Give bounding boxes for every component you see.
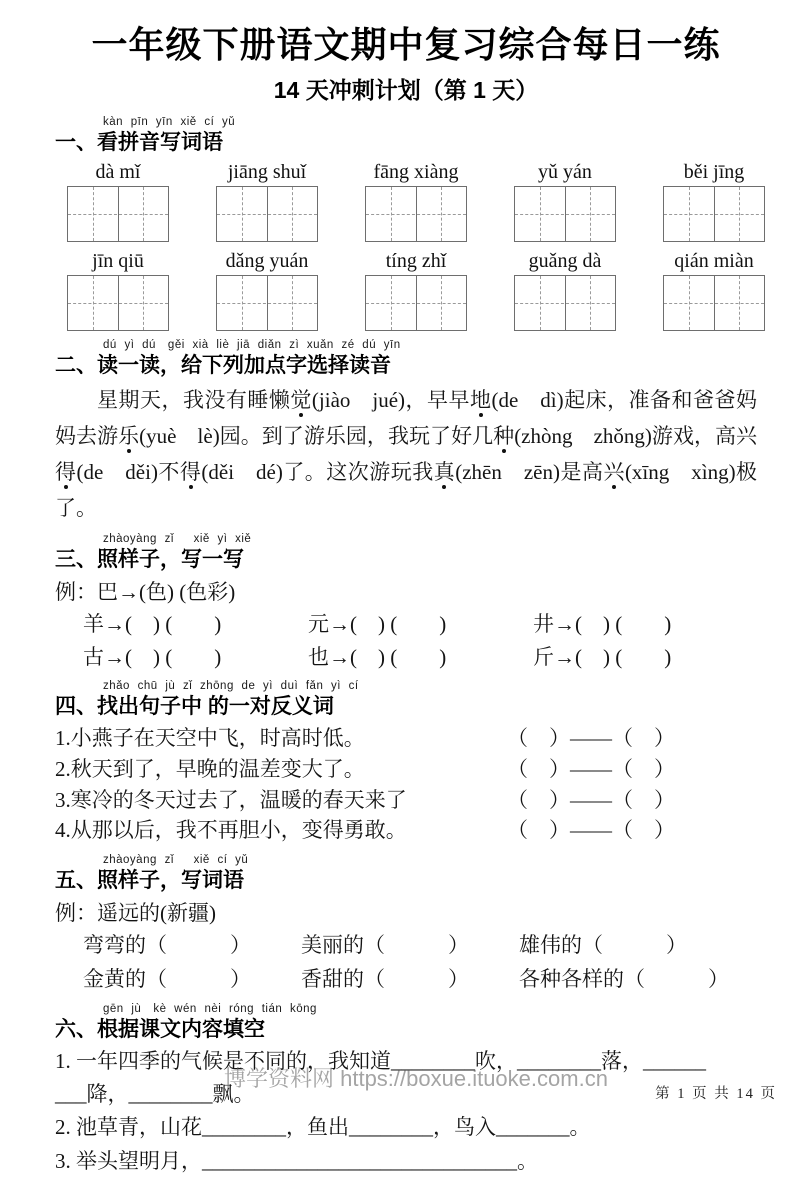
pinyin-grid-row-2: [67, 250, 765, 331]
dotted-char: 种: [493, 423, 515, 448]
word-group: [514, 250, 616, 331]
page-subtitle: 14 天冲刺计划（第 1 天）: [273, 77, 539, 104]
passage-segment: (jiào jué)，早早: [311, 387, 470, 412]
word-extension-item: 古→( ) ( ): [83, 644, 222, 669]
word-group: [663, 250, 765, 331]
writing-grid: [216, 275, 318, 331]
passage-segment: 星期天，我没有睡懒: [97, 387, 291, 412]
section-5-example: 例：遥远的(新疆): [55, 901, 216, 926]
word-group: [216, 250, 318, 331]
pinyin-label: guǎng dà: [528, 250, 602, 273]
dotted-char: 得: [55, 459, 77, 484]
section-5: [55, 855, 757, 893]
section-3-heading: 三、照样子，写一写: [55, 547, 244, 571]
word-extension-item: 羊→( ) ( ): [83, 612, 222, 637]
dotted-char: 真: [433, 459, 456, 484]
phrase-blank-item: 美丽的（ ）: [301, 933, 469, 958]
word-extension-item: 斤→( ) ( ): [533, 644, 672, 669]
pinyin-label: yǔ yán: [538, 161, 592, 184]
watermark: 博学资料网 https://boxue.ituoke.com.cn: [224, 1066, 608, 1091]
word-group: [365, 161, 467, 242]
sentence: 3.寒冷的冬天过去了，温暖的春天来了: [55, 787, 407, 812]
section-4-pinyin: zhǎo chū jù zǐ zhōng de yì duì fǎn yì cí: [103, 680, 359, 693]
fill-blank-line: 2. 池草青，山花________，鱼出________，鸟入_______。: [55, 1115, 591, 1140]
writing-grid: [216, 186, 318, 242]
section-2-heading: 二、读一读，给下列加点字选择读音: [55, 353, 391, 377]
word-group: [67, 161, 169, 242]
pinyin-label: qián miàn: [674, 250, 754, 273]
answer-blank: （ ）——（ ）: [507, 756, 675, 781]
passage-segment: (de děi)不: [76, 459, 180, 484]
antonym-row: [55, 754, 757, 785]
pinyin-grid-row-1: [67, 161, 765, 242]
answer-blank: （ ）——（ ）: [507, 787, 675, 812]
section-2: [55, 340, 757, 378]
section-3: [55, 534, 757, 572]
pinyin-label: jīn qiū: [92, 250, 144, 273]
writing-grid: [365, 186, 467, 242]
writing-grid: [663, 186, 765, 242]
section-3-example: 例：巴→(色) (色彩): [55, 579, 236, 604]
passage-segment: (zhēn zēn)是高: [455, 459, 604, 484]
word-extension-item: 元→( ) ( ): [308, 612, 447, 637]
phrase-blank-item: 香甜的（ ）: [301, 966, 469, 991]
word-group: [514, 161, 616, 242]
word-group: [365, 250, 467, 331]
fill-blank-line: ___降，________飘。: [55, 1082, 255, 1107]
section-5-pinyin: zhàoyàng zǐ xiě cí yǔ: [103, 854, 249, 867]
pinyin-label: jiāng shuǐ: [227, 161, 307, 184]
section-2-pinyin: dú yì dú gěi xià liè jiā diǎn zì xuǎn zé dú yīn: [103, 339, 401, 352]
section-1: [55, 117, 757, 155]
fill-blank-line: 1. 一年四季的气候是不同的，我知道________吹，________落，______: [55, 1049, 706, 1074]
writing-grid: [514, 186, 616, 242]
pinyin-label: fāng xiàng: [373, 161, 459, 184]
section-1-pinyin: kàn pīn yīn xiě cí yǔ: [103, 116, 236, 129]
reading-passage: [55, 382, 757, 526]
answer-blank: （ ）——（ ）: [507, 818, 675, 843]
page-number: 第 1 页 共 14 页: [655, 1086, 777, 1102]
antonym-row: [55, 785, 757, 816]
writing-grid: [67, 186, 169, 242]
section-6-pinyin: gēn jù kè wén nèi róng tián kōng: [103, 1003, 317, 1016]
sentence: 4.从那以后，我不再胆小，变得勇敢。: [55, 818, 407, 843]
pinyin-label: dǎng yuán: [225, 250, 309, 273]
dotted-char: 得: [179, 459, 202, 484]
antonym-row: [55, 815, 757, 846]
section-5-row-1: [83, 930, 757, 962]
pinyin-label: dà mǐ: [95, 161, 141, 184]
phrase-blank-item: 金黄的（ ）: [83, 966, 251, 991]
section-5-heading: 五、照样子，写词语: [55, 868, 244, 892]
passage-segment: (de dì)起床，准备和爸爸妈妈去游: [55, 387, 758, 448]
dotted-char: 兴: [603, 459, 625, 484]
sentence: 2.秋天到了，早晚的温差变大了。: [55, 756, 365, 781]
phrase-blank-item: 弯弯的（ ）: [83, 933, 251, 958]
writing-grid: [67, 275, 169, 331]
section-1-heading: 一、看拼音写词语: [55, 130, 223, 154]
section-4-heading: 四、找出句子中 的一对反义词: [55, 694, 334, 718]
passage-segment: (yuè lè)园。到了游乐园，我玩了好几: [139, 423, 494, 448]
section-3-row-1: [83, 609, 757, 639]
dotted-char: 乐: [118, 423, 140, 448]
phrase-blank-item: 各种各样的（ ）: [519, 966, 729, 991]
answer-blank: （ ）——（ ）: [507, 725, 675, 750]
passage-segment: (zhòng zhǒng)游戏，高兴: [514, 423, 758, 448]
sentence: 1.小燕子在天空中飞，时高时低。: [55, 725, 365, 750]
word-extension-item: 井→( ) ( ): [533, 612, 672, 637]
dotted-char: 觉: [290, 387, 312, 412]
section-5-row-2: [83, 964, 757, 996]
passage-segment: (xīng xìng)极了。: [55, 459, 758, 521]
section-3-row-2: [83, 642, 757, 672]
pinyin-label: tíng zhǐ: [385, 250, 447, 273]
word-group: [216, 161, 318, 242]
word-group: [663, 161, 765, 242]
dotted-char: 地: [469, 387, 492, 412]
word-extension-item: 也→( ) ( ): [308, 644, 447, 669]
section-6: [55, 1004, 757, 1042]
pinyin-label: běi jīng: [683, 161, 745, 184]
fill-blank-line: 3. 举头望明月，______________________________。: [55, 1148, 538, 1173]
writing-grid: [663, 275, 765, 331]
section-4: [55, 681, 757, 719]
section-3-pinyin: zhàoyàng zǐ xiě yì xiě: [103, 533, 252, 546]
passage-segment: (děi dé)了。这次游玩我: [201, 459, 434, 484]
word-group: [67, 250, 169, 331]
antonym-row: [55, 723, 757, 754]
writing-grid: [365, 275, 467, 331]
page-title: 一年级下册语文期中复习综合每日一练: [91, 24, 721, 65]
section-6-heading: 六、根据课文内容填空: [55, 1017, 265, 1041]
writing-grid: [514, 275, 616, 331]
phrase-blank-item: 雄伟的（ ）: [519, 933, 687, 958]
